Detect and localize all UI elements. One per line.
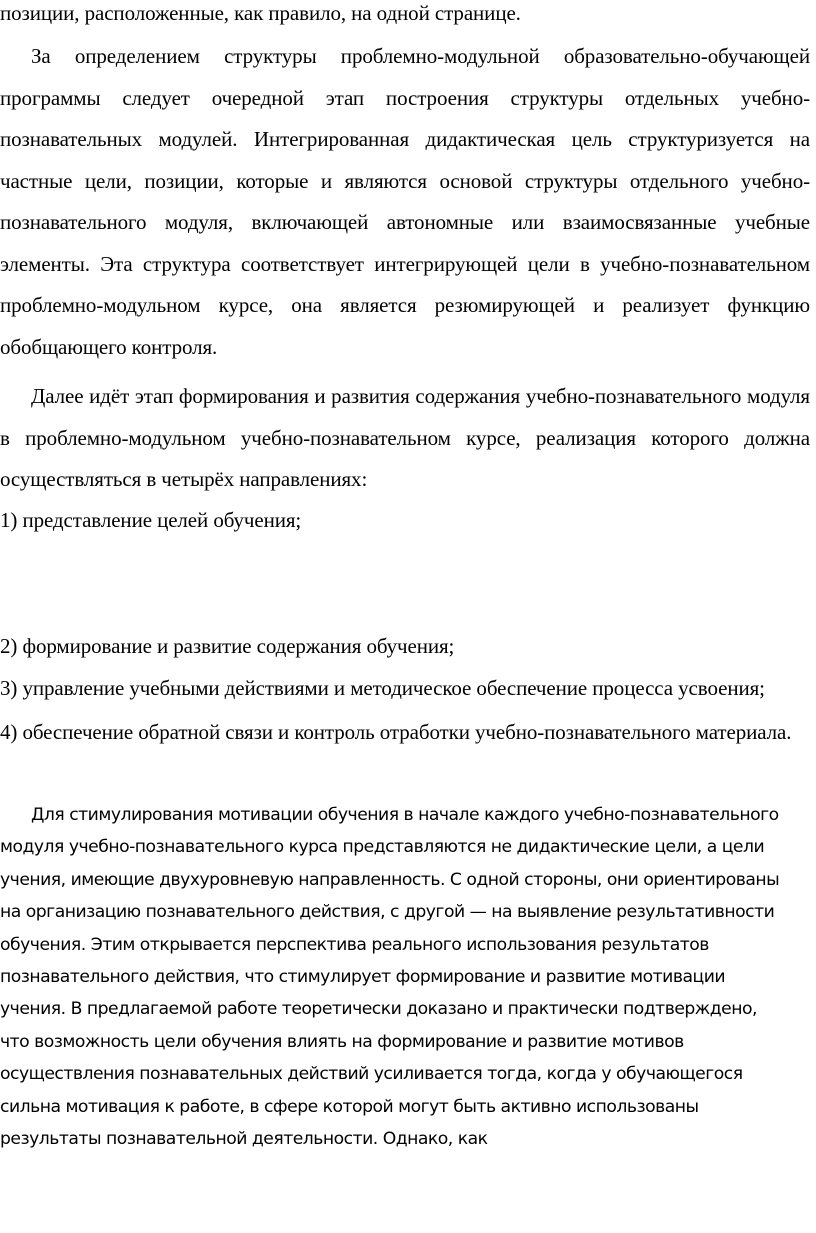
paragraph-module-structure: За определением структуры проблемно-модульной образовательно-обучающей программы следует очередной этап построения структуры отдельных учебно-познавательных модулей. Интегрированная дидактическая цель структуризуется на частные цели, позиции, которые и являются основой структуры отдельного учебно-познавательного модуля, включающей автономные или взаимосвязанные учебные элементы. Эта структура соответствует интегрирующей цели в учебно-познавательном проблемно-модульном курсе, она является резюмирующей и реализует функцию обобщающего контроля. <box>0 44 810 359</box>
list-item-3: 3) управление учебными действиями и методическое обеспечение процесса усвоения; <box>0 676 765 700</box>
list-item-4: 4) обеспечение обратной связи и контроль отработки учебно-познавательного материала. <box>0 720 792 744</box>
list-item-2: 2) формирование и развитие содержания обучения; <box>0 634 455 658</box>
list-item-1: 1) представление целей обучения; <box>0 508 302 532</box>
paragraph-motivation: Для стимулирования мотивации обучения в начале каждого учебно-познавательного модуля учебно-познавательного курса представляются не дидактические цели, а цели учения, имеющие двухуровневую направленность. С одной стороны, они ориентированы на организацию познавательного действия, с другой — на выявление результативности обучения. Этим открывается перспектива реального использования результатов познавательного действия, что стимулирует формирование и развитие мотивации учения. В предлагаемой работе теоретически доказано и практически подтверждено, что возможность цели обучения влиять на формирование и развитие мотивов осуществления познавательных действий усиливается тогда, когда у обучающегося сильна мотивация к работе, в сфере которой могут быть активно использованы результаты познавательной деятельности. Однако, как <box>0 805 780 1150</box>
paragraph-content-development: Далее идёт этап формирования и развития содержания учебно-познавательного модуля в проблемно-модульном учебно-познавательном курсе, реализация которого должна осуществляться в четырёх направлениях: <box>0 384 810 491</box>
paragraph-continuation: позиции, расположенные, как правило, на одной странице. <box>0 1 521 25</box>
